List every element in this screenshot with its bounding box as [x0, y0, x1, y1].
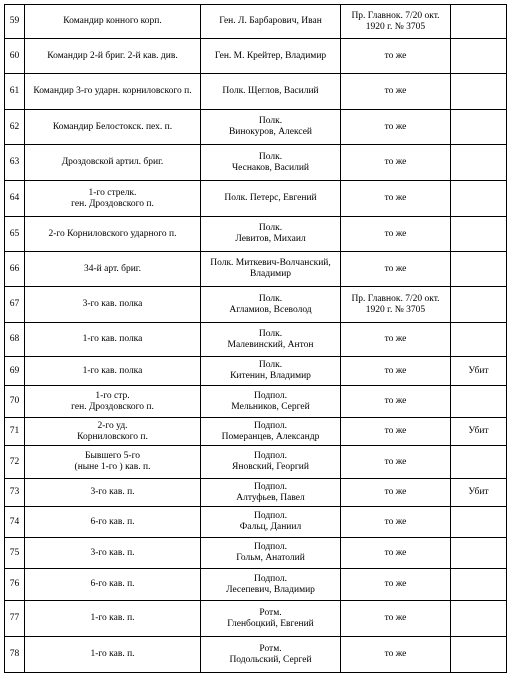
- note-cell: [451, 323, 507, 357]
- name-cell: Полк. Чеснаков, Василий: [201, 145, 341, 181]
- order-cell: то же: [341, 145, 451, 181]
- unit-cell: 3-го кав. п.: [25, 538, 201, 569]
- table-row: [5, 252, 507, 287]
- awards-table: [4, 4, 507, 673]
- note-cell: [451, 217, 507, 252]
- unit-cell: 3-го кав. п.: [25, 479, 201, 507]
- order-cell: Пр. Главнок. 7/20 окт. 1920 г. № 3705: [341, 5, 451, 39]
- note-cell: [451, 252, 507, 287]
- order-cell: то же: [341, 418, 451, 446]
- row-number: 60: [5, 39, 25, 74]
- unit-cell: 34-й арт. бриг.: [25, 252, 201, 287]
- note-cell: [451, 5, 507, 39]
- row-number: 76: [5, 569, 25, 601]
- name-cell: Ген. М. Крейтер, Владимир: [201, 39, 341, 74]
- table-row: [5, 217, 507, 252]
- note-cell: Убит: [451, 418, 507, 446]
- unit-cell: 1-го кав. полка: [25, 357, 201, 386]
- row-number: 67: [5, 287, 25, 323]
- order-cell: то же: [341, 110, 451, 145]
- table-row: [5, 287, 507, 323]
- note-cell: [451, 601, 507, 637]
- row-number: 75: [5, 538, 25, 569]
- row-number: 65: [5, 217, 25, 252]
- table-row: [5, 479, 507, 507]
- table-row: [5, 74, 507, 110]
- row-number: 70: [5, 386, 25, 418]
- name-cell: Подпол. Фальц, Даниил: [201, 507, 341, 538]
- unit-cell: 1-го кав. п.: [25, 637, 201, 673]
- table-row: [5, 323, 507, 357]
- row-number: 68: [5, 323, 25, 357]
- row-number: 66: [5, 252, 25, 287]
- unit-cell: 2-го Корниловского ударного п.: [25, 217, 201, 252]
- unit-cell: 1-го стр. ген. Дроздовского п.: [25, 386, 201, 418]
- unit-cell: 1-го кав. полка: [25, 323, 201, 357]
- unit-cell: Командир Белостокск. пех. п.: [25, 110, 201, 145]
- table-row: [5, 181, 507, 217]
- note-cell: [451, 446, 507, 479]
- table-row: [5, 110, 507, 145]
- unit-cell: 6-го кав. п.: [25, 507, 201, 538]
- row-number: 61: [5, 74, 25, 110]
- note-cell: [451, 569, 507, 601]
- unit-cell: 1-го кав. п.: [25, 601, 201, 637]
- name-cell: Полк. Левитов, Михаил: [201, 217, 341, 252]
- name-cell: Ротм. Подольский, Сергей: [201, 637, 341, 673]
- note-cell: Убит: [451, 357, 507, 386]
- order-cell: то же: [341, 357, 451, 386]
- name-cell: Ротм. Гленбоцкий, Евгений: [201, 601, 341, 637]
- order-cell: то же: [341, 39, 451, 74]
- unit-cell: Дроздовской артил. бриг.: [25, 145, 201, 181]
- note-cell: [451, 386, 507, 418]
- row-number: 59: [5, 5, 25, 39]
- name-cell: Подпол. Померанцев, Александр: [201, 418, 341, 446]
- row-number: 72: [5, 446, 25, 479]
- unit-cell: Командир конного корп.: [25, 5, 201, 39]
- note-cell: [451, 74, 507, 110]
- row-number: 69: [5, 357, 25, 386]
- order-cell: то же: [341, 386, 451, 418]
- note-cell: [451, 538, 507, 569]
- table-body: [5, 5, 507, 673]
- note-cell: [451, 507, 507, 538]
- row-number: 77: [5, 601, 25, 637]
- name-cell: Полк. Щеглов, Василий: [201, 74, 341, 110]
- row-number: 63: [5, 145, 25, 181]
- order-cell: то же: [341, 323, 451, 357]
- table-row: [5, 5, 507, 39]
- order-cell: то же: [341, 479, 451, 507]
- order-cell: то же: [341, 217, 451, 252]
- unit-cell: Командир 3-го ударн. корниловского п.: [25, 74, 201, 110]
- order-cell: то же: [341, 637, 451, 673]
- table-row: [5, 145, 507, 181]
- row-number: 73: [5, 479, 25, 507]
- order-cell: то же: [341, 252, 451, 287]
- name-cell: Полк. Петерс, Евгений: [201, 181, 341, 217]
- name-cell: Подпол. Мельников, Сергей: [201, 386, 341, 418]
- note-cell: [451, 637, 507, 673]
- table-row: [5, 386, 507, 418]
- order-cell: то же: [341, 507, 451, 538]
- name-cell: Ген. Л. Барбарович, Иван: [201, 5, 341, 39]
- name-cell: Подпол. Гольм, Анатолий: [201, 538, 341, 569]
- name-cell: Подпол. Лесепевич, Владимир: [201, 569, 341, 601]
- table-row: [5, 446, 507, 479]
- order-cell: то же: [341, 74, 451, 110]
- note-cell: Убит: [451, 479, 507, 507]
- name-cell: Полк. Миткевич-Волчанский, Владимир: [201, 252, 341, 287]
- note-cell: [451, 287, 507, 323]
- table-row: [5, 39, 507, 74]
- note-cell: [451, 110, 507, 145]
- unit-cell: Бывшего 5-го (ныне 1-го ) кав. п.: [25, 446, 201, 479]
- name-cell: Подпол. Яновский, Георгий: [201, 446, 341, 479]
- name-cell: Полк. Винокуров, Алексей: [201, 110, 341, 145]
- table-row: [5, 569, 507, 601]
- note-cell: [451, 39, 507, 74]
- name-cell: Подпол. Алтуфьев, Павел: [201, 479, 341, 507]
- unit-cell: 2-го уд. Корниловского п.: [25, 418, 201, 446]
- note-cell: [451, 181, 507, 217]
- row-number: 71: [5, 418, 25, 446]
- unit-cell: 1-го стрелк. ген. Дроздовского п.: [25, 181, 201, 217]
- unit-cell: 6-го кав. п.: [25, 569, 201, 601]
- name-cell: Полк. Агламиов, Всеволод: [201, 287, 341, 323]
- row-number: 62: [5, 110, 25, 145]
- note-cell: [451, 145, 507, 181]
- table-row: [5, 601, 507, 637]
- order-cell: то же: [341, 601, 451, 637]
- table-row: [5, 418, 507, 446]
- name-cell: Полк. Китенин, Владимир: [201, 357, 341, 386]
- table-row: [5, 507, 507, 538]
- unit-cell: Командир 2-й бриг. 2-й кав. див.: [25, 39, 201, 74]
- unit-cell: 3-го кав. полка: [25, 287, 201, 323]
- order-cell: Пр. Главнок. 7/20 окт. 1920 г. № 3705: [341, 287, 451, 323]
- order-cell: то же: [341, 181, 451, 217]
- order-cell: то же: [341, 446, 451, 479]
- row-number: 64: [5, 181, 25, 217]
- name-cell: Полк. Малевинский, Антон: [201, 323, 341, 357]
- table-row: [5, 637, 507, 673]
- order-cell: то же: [341, 538, 451, 569]
- order-cell: то же: [341, 569, 451, 601]
- row-number: 74: [5, 507, 25, 538]
- table-row: [5, 357, 507, 386]
- row-number: 78: [5, 637, 25, 673]
- table-row: [5, 538, 507, 569]
